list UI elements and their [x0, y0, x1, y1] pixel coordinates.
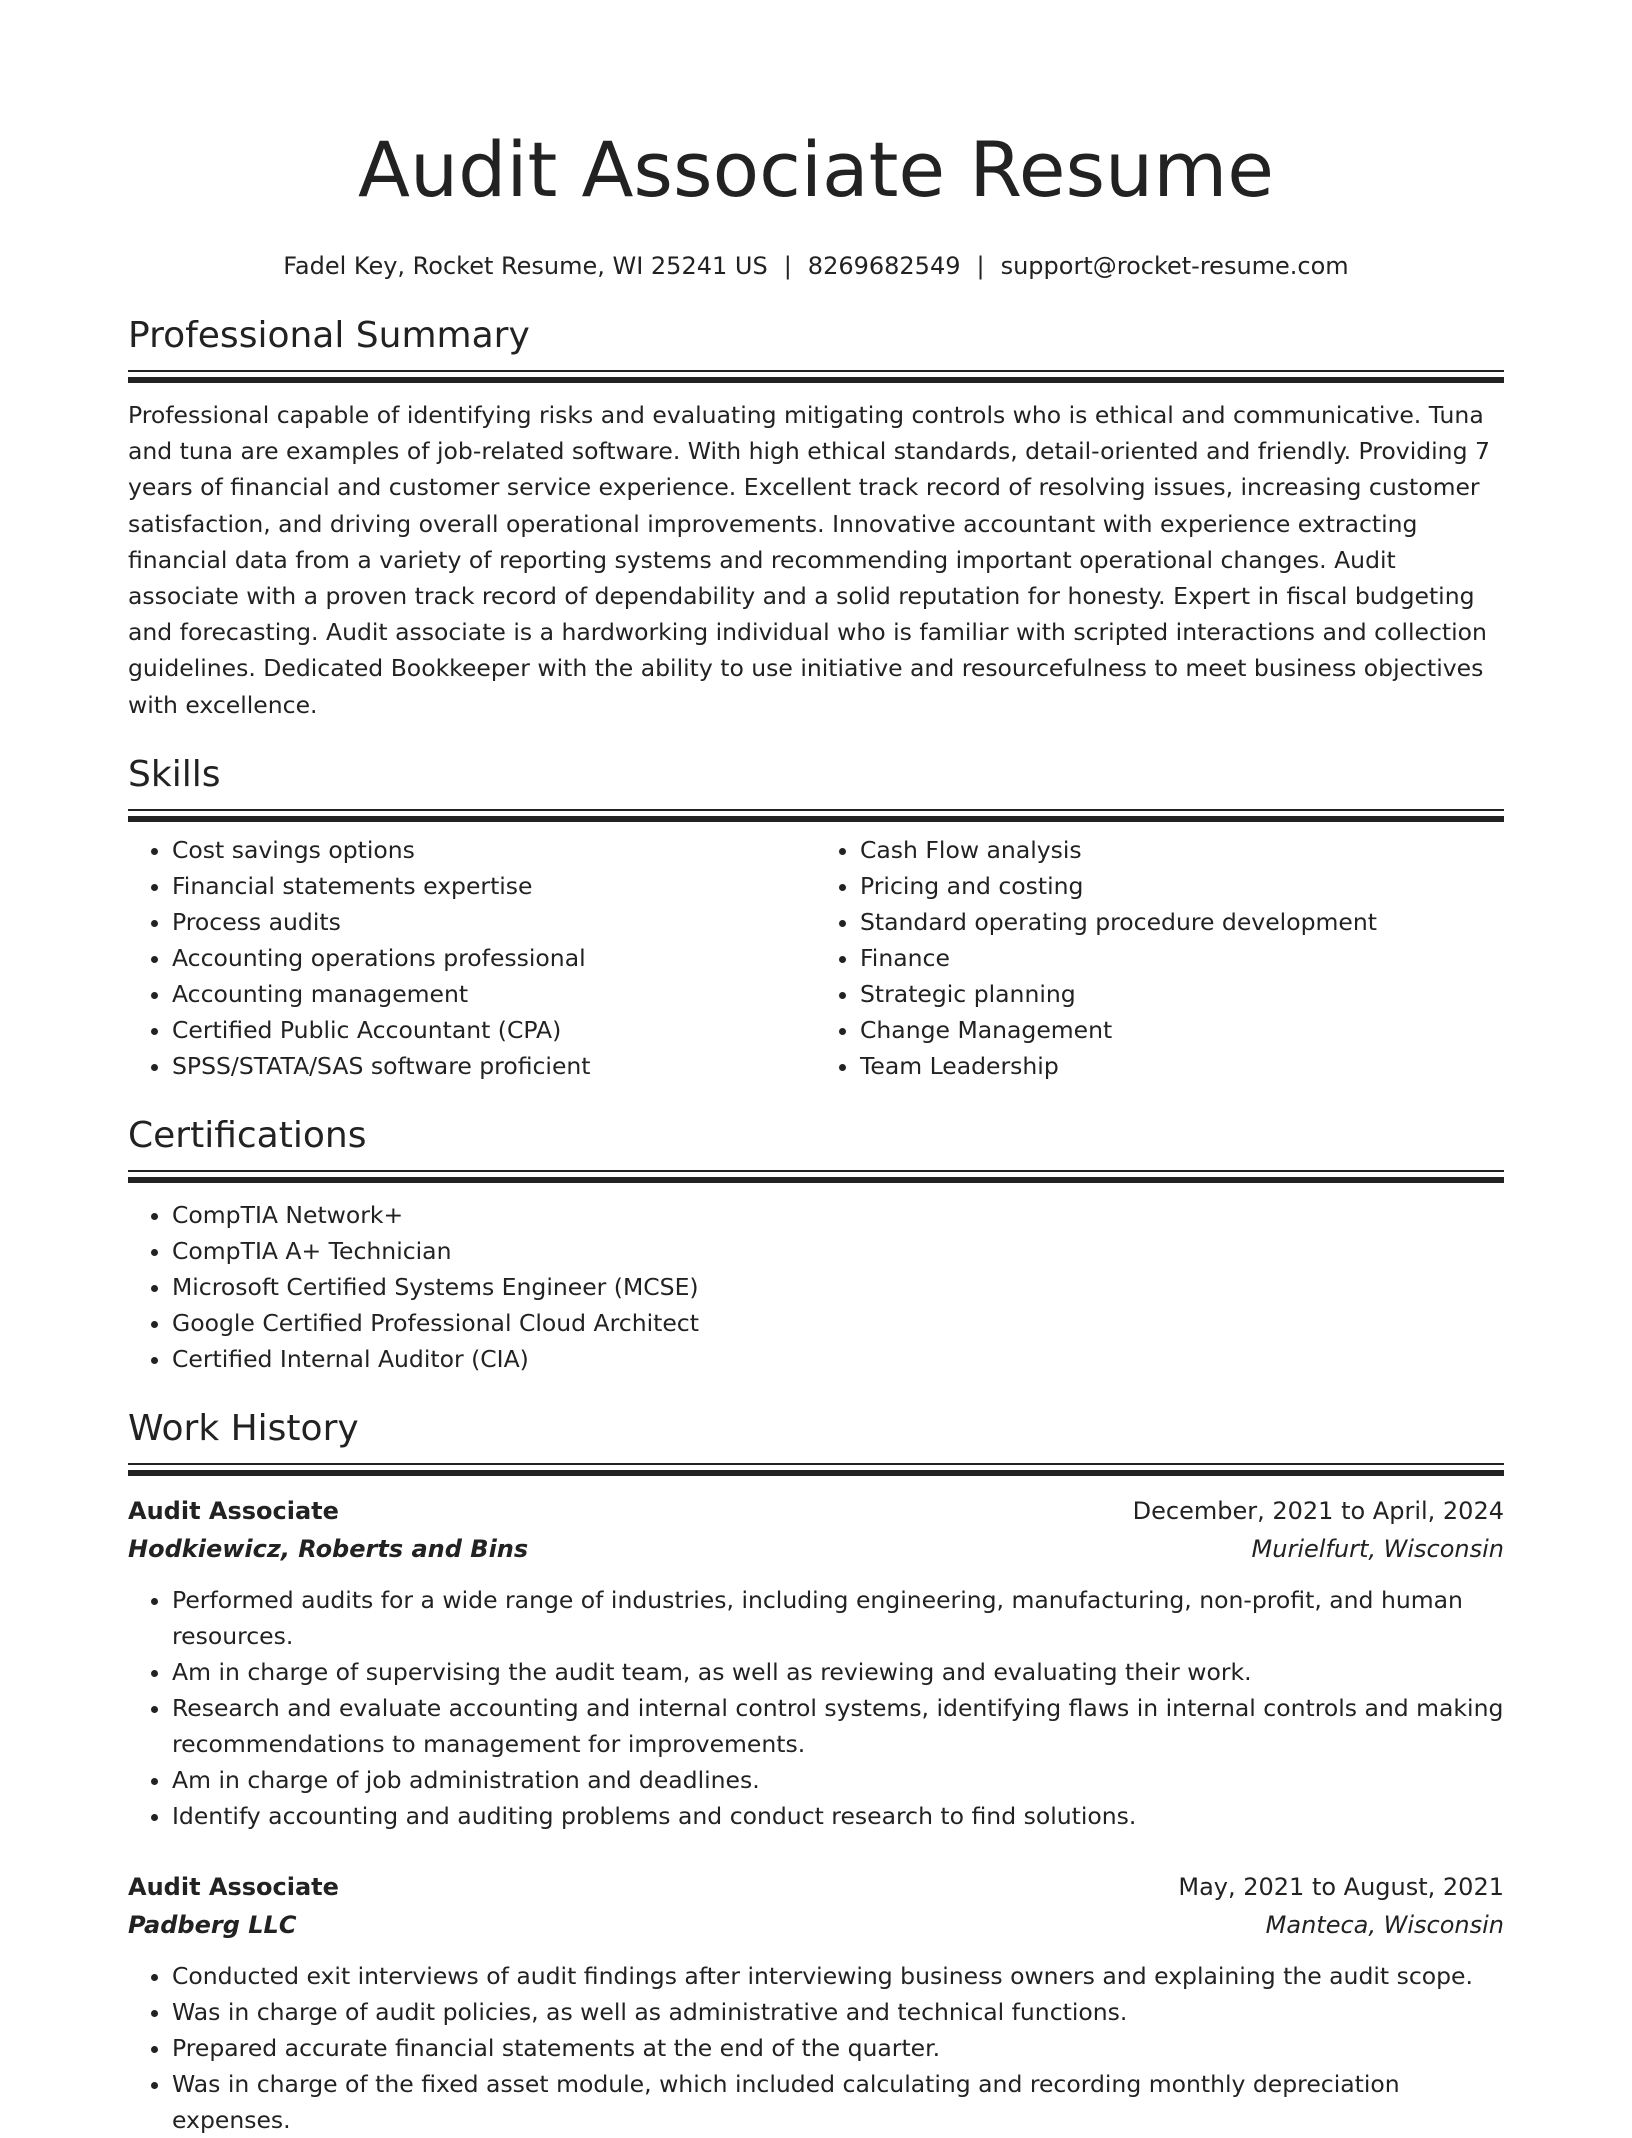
page-title: Audit Associate Resume — [357, 125, 1275, 214]
divider-thin — [128, 809, 1504, 811]
contact-address: Fadel Key, Rocket Resume, WI 25241 US — [283, 252, 768, 280]
skill-item: • SPSS/STATA/SAS software proficient — [172, 1048, 816, 1084]
certifications-section — [128, 1114, 1504, 1377]
summary-text: Professional capable of identifying risks and evaluating mitigating controls who is ethical and communicative. Tuna and tuna are examples of job-related software. With high ethical standards, detail-oriented and friendly. Providing 7 years of financial and customer service experience. Excellent track record of resolving issues, increasing customer satisfaction, and driving overall operational improvements. Innovative accountant with experience extracting financial data from a variety of reporting systems and recommending important operational changes. Audit associate with a proven track record of dependability and a solid reputation for honesty. Expert in fiscal budgeting and forecasting. Audit associate is a hardworking individual who is familiar with scripted interactions and collection guidelines. Dedicated Bookkeeper with the ability to use initiative and resourcefulness to meet business objectives with excellence. — [128, 401, 1490, 719]
job-bullet-list — [128, 1958, 1504, 2138]
work-history-heading: Work History — [128, 1407, 359, 1449]
job-bullet: • Conducted exit interviews of audit findings after interviewing business owners and explaining the audit scope. — [172, 1958, 1504, 1994]
job-location: Murielfurt, Wisconsin — [1251, 1534, 1504, 1563]
certification-item: • CompTIA A+ Technician — [172, 1233, 1504, 1269]
skill-item: • Team Leadership — [860, 1048, 1504, 1084]
job-dates: December, 2021 to April, 2024 — [1132, 1496, 1504, 1525]
section-divider — [128, 1463, 1504, 1476]
contact-line — [128, 250, 1504, 282]
section-divider — [128, 809, 1504, 822]
contact-separator: | — [783, 252, 792, 280]
job-title: Audit Associate — [128, 1872, 339, 1901]
skill-item: • Process audits — [172, 904, 816, 940]
job-entry — [128, 1492, 1504, 1834]
divider-thick — [128, 377, 1504, 383]
job-bullet: • Am in charge of job administration and deadlines. — [172, 1762, 1504, 1798]
job-location: Manteca, Wisconsin — [1265, 1910, 1504, 1939]
skill-item: • Cash Flow analysis — [860, 832, 1504, 868]
skills-list-left — [128, 832, 816, 1084]
divider-thin — [128, 1170, 1504, 1172]
divider-thin — [128, 1463, 1504, 1465]
job-bullet: • Identify accounting and auditing problems and conduct research to find solutions. — [172, 1798, 1504, 1834]
job-bullet: • Was in charge of audit policies, as well as administrative and technical functions. — [172, 1994, 1504, 2030]
divider-thick — [128, 1177, 1504, 1183]
skills-columns — [128, 832, 1504, 1084]
certifications-heading: Certifications — [128, 1114, 367, 1156]
job-bullet: • Am in charge of supervising the audit team, as well as reviewing and evaluating their work. — [172, 1654, 1504, 1690]
divider-thick — [128, 816, 1504, 822]
skill-item: • Strategic planning — [860, 976, 1504, 1012]
skill-item: • Standard operating procedure development — [860, 904, 1504, 940]
skill-item: • Pricing and costing — [860, 868, 1504, 904]
contact-phone: 8269682549 — [807, 252, 961, 280]
skill-item: • Cost savings options — [172, 832, 816, 868]
job-bullet: • Performed audits for a wide range of industries, including engineering, manufacturing, non-profit, and human resources. — [172, 1582, 1504, 1654]
work-history-section — [128, 1407, 1504, 2138]
section-divider — [128, 370, 1504, 383]
certifications-list — [128, 1197, 1504, 1377]
skills-heading: Skills — [128, 753, 221, 795]
summary-section — [128, 314, 1504, 723]
contact-separator: | — [976, 252, 985, 280]
summary-heading: Professional Summary — [128, 315, 530, 356]
certification-item: • Certified Internal Auditor (CIA) — [172, 1341, 1504, 1377]
certification-item: • CompTIA Network+ — [172, 1197, 1504, 1233]
job-bullet-list — [128, 1582, 1504, 1834]
job-company: Padberg LLC — [128, 1910, 297, 1939]
skill-item: • Accounting management — [172, 976, 816, 1012]
job-subheader — [128, 1530, 1504, 1568]
skill-item: • Finance — [860, 940, 1504, 976]
skills-list-right — [816, 832, 1504, 1084]
job-bullet: • Was in charge of the fixed asset module, which included calculating and recording monthly depreciation expenses. — [172, 2066, 1504, 2138]
job-header — [128, 1492, 1504, 1530]
job-title: Audit Associate — [128, 1496, 339, 1525]
job-dates: May, 2021 to August, 2021 — [1178, 1872, 1504, 1901]
section-divider — [128, 1170, 1504, 1183]
job-bullet: • Research and evaluate accounting and internal control systems, identifying flaws in internal controls and making recommendations to management for improvements. — [172, 1690, 1504, 1762]
certification-item: • Google Certified Professional Cloud Architect — [172, 1305, 1504, 1341]
job-header — [128, 1868, 1504, 1906]
skill-item: • Financial statements expertise — [172, 868, 816, 904]
resume-page — [128, 0, 1504, 2138]
certification-item: • Microsoft Certified Systems Engineer (MCSE) — [172, 1269, 1504, 1305]
divider-thin — [128, 370, 1504, 372]
divider-thick — [128, 1470, 1504, 1476]
skills-section — [128, 753, 1504, 1084]
skill-item: • Certified Public Accountant (CPA) — [172, 1012, 816, 1048]
job-bullet: • Prepared accurate financial statements at the end of the quarter. — [172, 2030, 1504, 2066]
job-company: Hodkiewicz, Roberts and Bins — [128, 1534, 529, 1563]
contact-email: support@rocket-resume.com — [1000, 252, 1349, 280]
skill-item: • Accounting operations professional — [172, 940, 816, 976]
skill-item: • Change Management — [860, 1012, 1504, 1048]
job-entry — [128, 1868, 1504, 2138]
job-subheader — [128, 1906, 1504, 1944]
